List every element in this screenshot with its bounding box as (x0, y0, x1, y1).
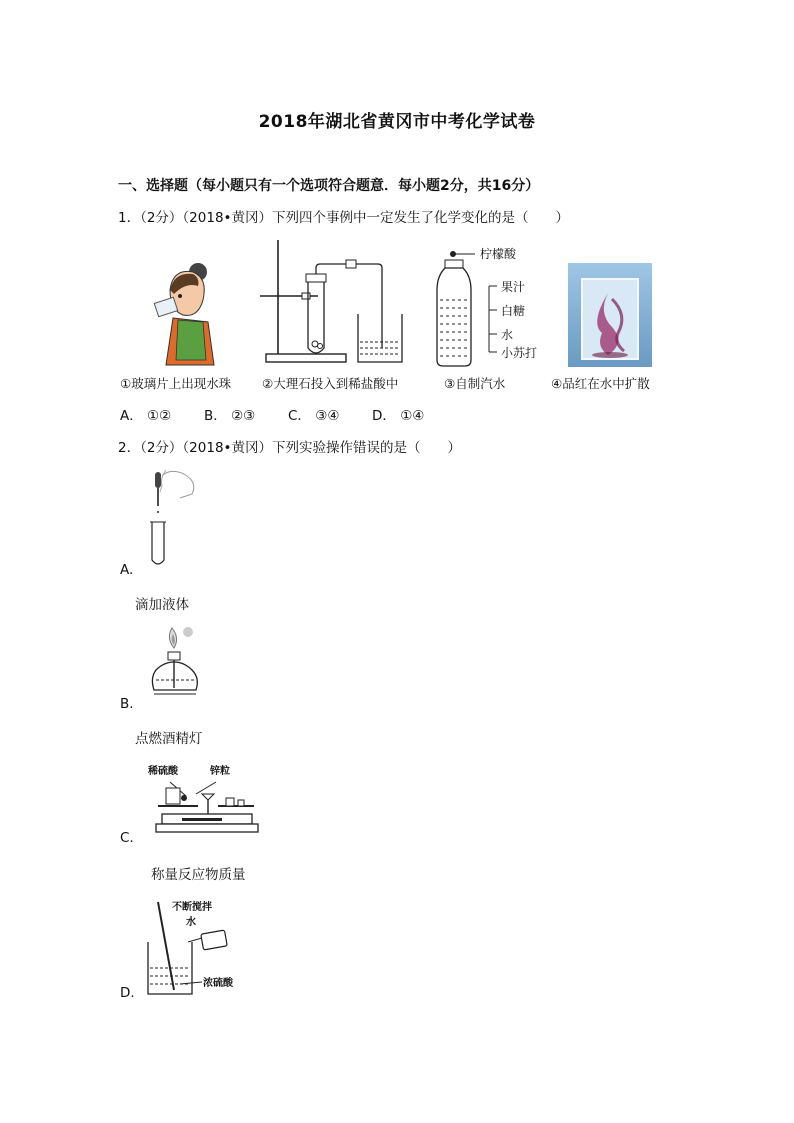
q2-option-a-caption: 滴加液体 (135, 597, 189, 613)
option-letter: A． (120, 408, 143, 424)
q1-option-d[interactable] (372, 404, 424, 424)
dropper-image (140, 468, 200, 568)
label-dilute-sulfuric-acid: 稀硫酸 (148, 766, 178, 777)
option-letter: C． (288, 408, 311, 424)
dye-diffusion-photo (568, 263, 652, 367)
q2-option-b-letter[interactable]: B. (120, 696, 134, 712)
q1-option-c[interactable] (288, 404, 339, 424)
option-letter: B． (204, 408, 227, 424)
option-text: ①④ (400, 408, 425, 424)
label-zinc-granules: 锌粒 (210, 766, 230, 777)
caption-2: ②大理石投入到稀盐酸中 (262, 376, 399, 391)
label-concentrated-sulfuric-acid: 浓硫酸 (203, 978, 233, 989)
q2-option-a-letter[interactable]: A. (120, 562, 134, 578)
option-text: ②③ (231, 408, 256, 424)
q1-option-b[interactable] (204, 404, 255, 424)
q2-option-b-caption: 点燃酒精灯 (135, 731, 203, 747)
bottle-label-juice: 果汁 (501, 280, 526, 294)
caption-4: ④品红在水中扩散 (551, 376, 650, 391)
q2-option-c-caption: 称量反应物质量 (151, 867, 246, 883)
option-text: ①② (147, 408, 172, 424)
page-title: 2018年湖北省黄冈市中考化学试卷 (258, 112, 536, 132)
q2-option-d-letter[interactable]: D. (120, 985, 135, 1001)
section-heading: 一、选择题（每小题只有一个选项符合题意．每小题2分，共16分） (118, 178, 540, 194)
caption-3: ③自制汽水 (444, 376, 506, 391)
question-1-stem: 1．（2分）（2018•黄冈）下列四个事例中一定发生了化学变化的是（ ） (118, 210, 569, 226)
girl-breathing-image (148, 260, 218, 370)
balance-image (152, 774, 262, 840)
marble-acid-apparatus-image (258, 238, 408, 368)
bottle-label-leaders (455, 250, 505, 360)
caption-1: ①玻璃片上出现水珠 (120, 376, 232, 391)
bottle-label-baking-soda: 小苏打 (501, 346, 538, 360)
bottle-label-sugar: 白糖 (501, 304, 526, 318)
option-text: ③④ (315, 408, 340, 424)
option-letter: D． (372, 408, 396, 424)
bottle-label-citric-acid: 柠檬酸 (480, 247, 517, 261)
label-keep-stirring: 不断搅拌 (172, 902, 212, 913)
label-water: 水 (186, 917, 196, 928)
question-2-stem: 2．（2分）（2018•黄冈）下列实验操作错误的是（ ） (118, 440, 461, 456)
alcohol-lamp-image (148, 626, 208, 698)
bottle-label-water: 水 (501, 328, 514, 342)
q1-option-a[interactable] (120, 404, 171, 424)
q2-option-c-letter[interactable]: C. (120, 830, 134, 846)
